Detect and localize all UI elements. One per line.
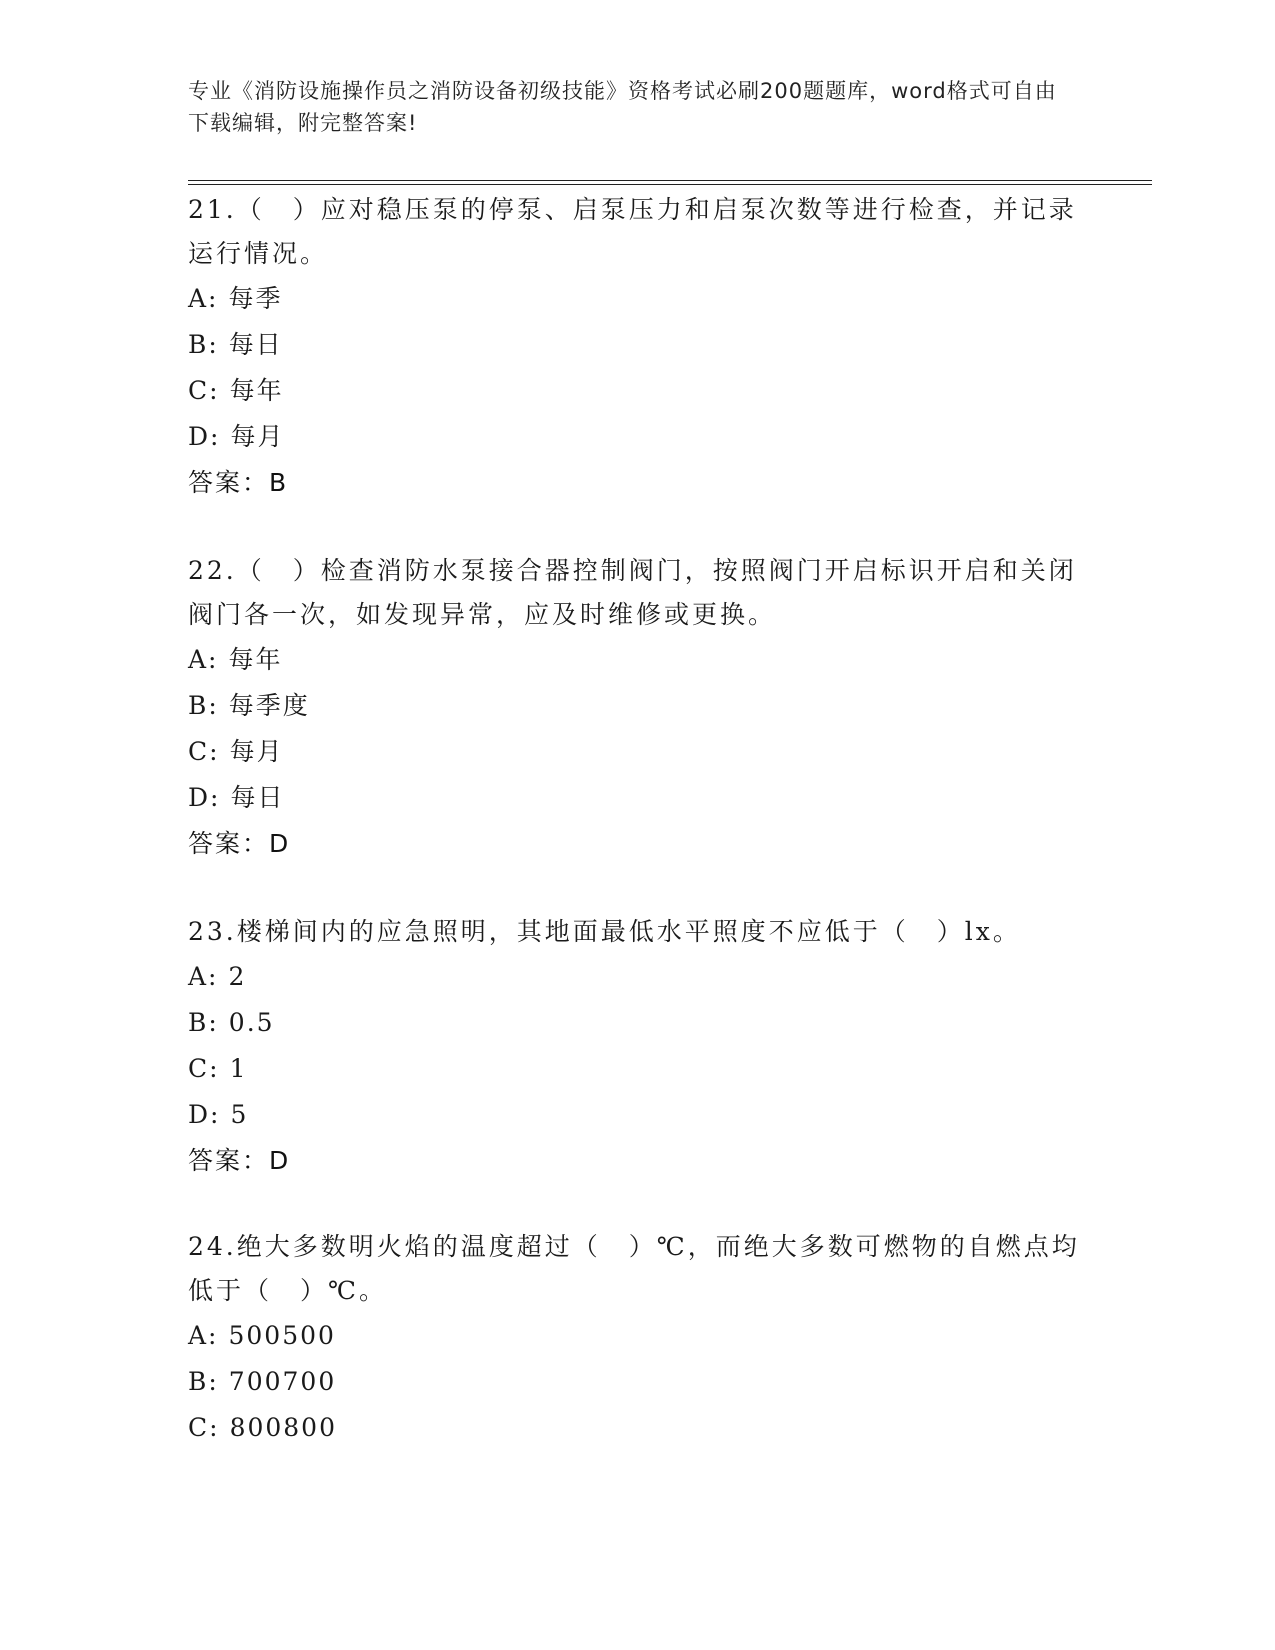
option-c [188, 1405, 1088, 1451]
option-key: A: [188, 1321, 219, 1350]
question-text: 24.绝大多数明火焰的温度超过（ ）℃，而绝大多数可燃物的自燃点均低于（ ）℃。 [188, 1232, 1080, 1305]
option-a [188, 1313, 1088, 1359]
option-d [188, 775, 1088, 821]
option-c [188, 729, 1088, 775]
option-key: D: [188, 422, 221, 451]
document-header [188, 75, 1078, 139]
option-key: D: [188, 1100, 221, 1129]
option-key: A: [188, 645, 219, 674]
option-key: C: [188, 737, 220, 766]
option-value: 1 [229, 1054, 248, 1083]
option-d [188, 1092, 1088, 1138]
answer: 答案：D [188, 1146, 291, 1175]
option-c [188, 1046, 1088, 1092]
question-22 [188, 549, 1088, 867]
option-key: B: [188, 691, 219, 720]
question-text: 23.楼梯间内的应急照明，其地面最低水平照度不应低于（ ）lx。 [188, 917, 1021, 946]
question-text: 22.（ ）检查消防水泵接合器控制阀门，按照阀门开启标识开启和关闭阀门各一次，如发现异常，应及时维修或更换。 [188, 556, 1077, 629]
option-key: B: [188, 1008, 219, 1037]
option-b [188, 322, 1088, 368]
option-b [188, 1000, 1088, 1046]
option-key: C: [188, 1413, 220, 1442]
question-text: 21.（ ）应对稳压泵的停泵、启泵压力和启泵次数等进行检查，并记录运行情况。 [188, 195, 1077, 268]
question-24 [188, 1225, 1088, 1451]
option-value: 800800 [229, 1413, 337, 1442]
header-divider-top [188, 180, 1152, 181]
option-key: C: [188, 376, 220, 405]
option-key: A: [188, 284, 219, 313]
option-value: 每日 [230, 783, 285, 812]
option-key: C: [188, 1054, 220, 1083]
option-a [188, 954, 1088, 1000]
option-key: D: [188, 783, 221, 812]
header-divider-bottom [188, 184, 1152, 185]
question-21 [188, 188, 1088, 506]
option-value: 每月 [229, 737, 284, 766]
question-23 [188, 910, 1088, 1184]
option-value: 每日 [228, 330, 283, 359]
header-title: 专业《消防设施操作员之消防设备初级技能》资格考试必刷200题题库，word格式可自由下载编辑，附完整答案! [188, 79, 1057, 135]
option-value: 每月 [230, 422, 285, 451]
option-key: B: [188, 330, 219, 359]
option-a [188, 637, 1088, 683]
option-value: 5 [230, 1100, 249, 1129]
option-b [188, 1359, 1088, 1405]
option-key: B: [188, 1367, 219, 1396]
option-key: A: [188, 962, 219, 991]
answer: 答案：D [188, 829, 291, 858]
option-value: 每季度 [228, 691, 310, 720]
option-value: 每年 [228, 645, 283, 674]
option-value: 每年 [229, 376, 284, 405]
option-value: 0.5 [228, 1008, 275, 1037]
option-c [188, 368, 1088, 414]
option-value: 每季 [228, 284, 283, 313]
option-value: 2 [228, 962, 247, 991]
option-a [188, 276, 1088, 322]
option-b [188, 683, 1088, 729]
option-value: 500500 [228, 1321, 336, 1350]
answer: 答案：B [188, 468, 289, 497]
option-d [188, 414, 1088, 460]
option-value: 700700 [228, 1367, 337, 1396]
